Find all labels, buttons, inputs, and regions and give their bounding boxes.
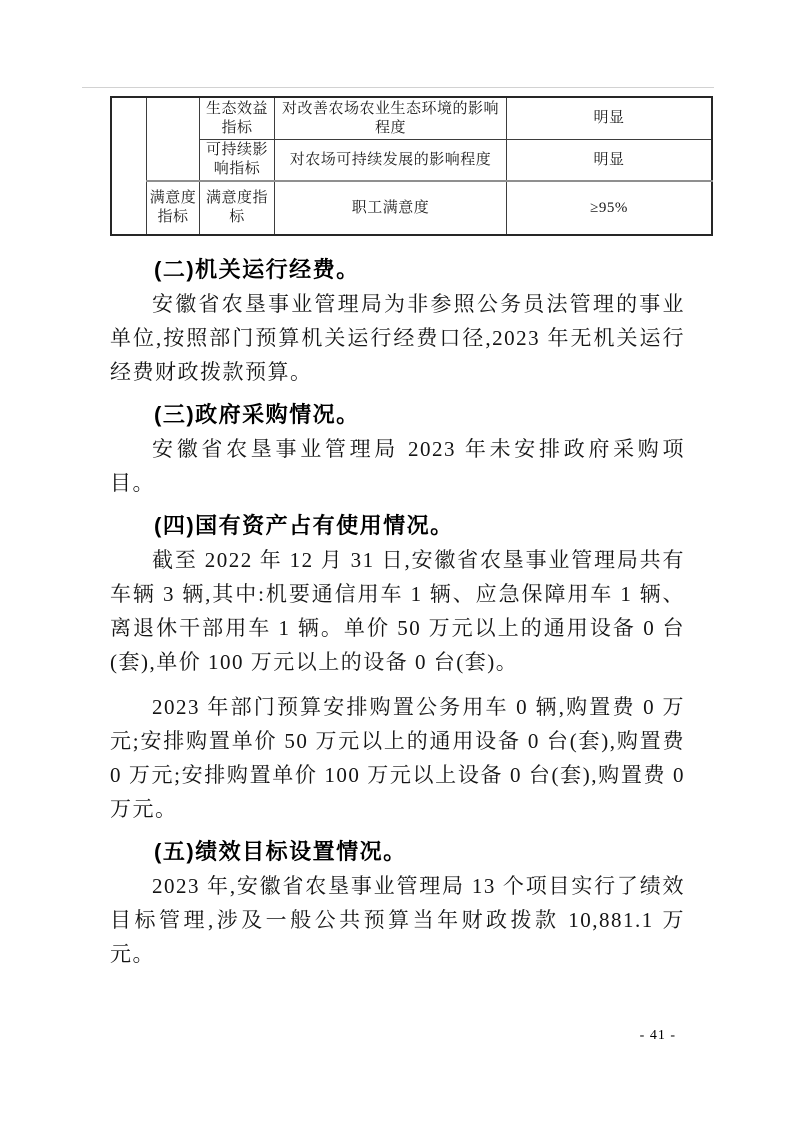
paragraph: 2023 年部门预算安排购置公务用车 0 辆,购置费 0 万元;安排购置单价 50 万元以上的通用设备 0 台(套),购置费 0 万元;安排购置单价 100 万元以上设备 0 台(套),购置费 0 万元。: [110, 695, 685, 821]
table-cell-left-spanner: [111, 97, 147, 235]
page-top-rule: [82, 87, 714, 88]
page-footer: [0, 1028, 676, 1044]
paragraph: 截至 2022 年 12 月 31 日,安徽省农垦事业管理局共有车辆 3 辆,其中:机要通信用车 1 辆、应急保障用车 1 辆、离退休干部用车 1 辆。单价 50 万元以上的通用设备 0 台(套),单价 100 万元以上的设备 0 台(套)。: [110, 548, 685, 674]
section-heading-agency-operating-funds: (二)机关运行经费。: [154, 257, 360, 282]
performance-indicator-table: [110, 96, 713, 236]
section-heading-state-assets: (四)国有资产占有使用情况。: [154, 513, 454, 538]
table-cell-indicator-type: 满意度指标: [200, 181, 275, 235]
table-cell-indicator-type: 生态效益指标: [200, 97, 275, 140]
document-content: [110, 96, 685, 971]
table-cell-indicator-desc: 职工满意度: [275, 181, 507, 235]
table-cell-indicator-type: 可持续影响指标: [200, 140, 275, 182]
paragraph: 2023 年,安徽省农垦事业管理局 13 个项目实行了绩效目标管理,涉及一般公共预算当年财政拨款 10,881.1 万元。: [110, 874, 685, 966]
table-row: [111, 140, 712, 182]
page-number: - 41 -: [639, 1028, 676, 1043]
table-row: [111, 181, 712, 235]
table-cell-value: ≥95%: [507, 181, 713, 235]
section-heading-performance-targets: (五)绩效目标设置情况。: [154, 839, 407, 864]
table-cell-value: 明显: [507, 97, 713, 140]
table-cell-value: 明显: [507, 140, 713, 182]
table-cell-indicator-desc: 对改善农场农业生态环境的影响程度: [275, 97, 507, 140]
paragraph: 安徽省农垦事业管理局为非参照公务员法管理的事业单位,按照部门预算机关运行经费口径,2023 年无机关运行经费财政拨款预算。: [110, 292, 685, 384]
paragraph: 安徽省农垦事业管理局 2023 年未安排政府采购项目。: [110, 437, 685, 495]
table-cell-indicator-desc: 对农场可持续发展的影响程度: [275, 140, 507, 182]
section-heading-government-procurement: (三)政府采购情况。: [154, 402, 360, 427]
table-cell-category: 满意度指标: [147, 181, 200, 235]
table-row: [111, 97, 712, 140]
table-cell-category-spanner: [147, 97, 200, 181]
